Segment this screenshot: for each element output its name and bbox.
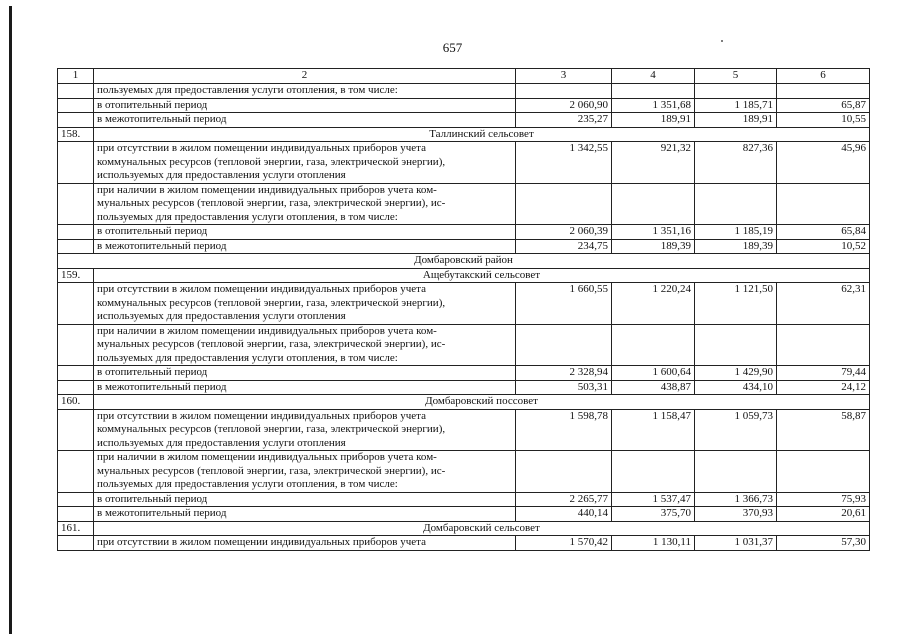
row-index [58, 380, 94, 395]
value-col-6: 10,52 [777, 239, 870, 254]
value-col-4 [612, 183, 695, 225]
description-line: мунальных ресурсов (тепловой энергии, газа, электрической энергии), ис- [97, 464, 446, 477]
value-col-4: 1 351,68 [612, 98, 695, 113]
value-col-6: 24,12 [777, 380, 870, 395]
value-col-4: 1 220,24 [612, 283, 695, 325]
description-line: при наличии в жилом помещении индивидуальных приборов учета ком- [97, 183, 437, 196]
row-index [58, 84, 94, 99]
row-index: 160. [58, 395, 94, 410]
settlement-title: Домбаровский поссовет [94, 395, 870, 410]
description-line: мунальных ресурсов (тепловой энергии, газа, электрической энергии), ис- [97, 197, 446, 209]
row-index [58, 239, 94, 254]
settlement-title: Таллинский сельсовет [94, 127, 870, 142]
column-header: 1 [58, 69, 94, 84]
value-col-4: 189,91 [612, 113, 695, 128]
row-description [94, 492, 516, 507]
scan-left-edge-rule [9, 6, 12, 634]
row-index [58, 451, 94, 493]
table-row [58, 283, 870, 325]
value-col-5: 827,36 [695, 142, 777, 184]
description-line: используемых для предоставления услуги отопления [97, 436, 346, 449]
description-line: при отсутствии в жилом помещении индивидуальных приборов учета [97, 409, 426, 422]
value-col-6: 45,96 [777, 142, 870, 184]
description-line: в межотопительный период [97, 239, 227, 252]
value-col-5 [695, 451, 777, 493]
description-line: коммунальных ресурсов (тепловой энергии, газа, электрической энергии), [97, 423, 446, 435]
row-description [94, 84, 516, 99]
description-line: пользуемых для предоставления услуги отопления, в том числе: [97, 210, 398, 223]
column-header: 2 [94, 69, 516, 84]
row-index [58, 142, 94, 184]
value-col-6 [777, 183, 870, 225]
row-index: 158. [58, 127, 94, 142]
description-line: при отсутствии в жилом помещении индивидуальных приборов учета [97, 536, 426, 548]
value-col-6 [777, 451, 870, 493]
value-col-3 [516, 84, 612, 99]
value-col-5: 189,91 [695, 113, 777, 128]
row-description [94, 409, 516, 451]
table-body [58, 84, 870, 551]
value-col-3: 2 265,77 [516, 492, 612, 507]
row-description [94, 239, 516, 254]
description-line: при наличии в жилом помещении индивидуальных приборов учета ком- [97, 324, 437, 337]
settlement-row [58, 268, 870, 283]
description-line: в отопительный период [97, 98, 208, 111]
description-line: в отопительный период [97, 225, 208, 237]
table-row [58, 409, 870, 451]
value-col-4: 1 158,47 [612, 409, 695, 451]
value-col-3 [516, 183, 612, 225]
table-row [58, 113, 870, 128]
page-number: 657 [442, 40, 463, 55]
value-col-5: 1 059,73 [695, 409, 777, 451]
value-col-3: 1 598,78 [516, 409, 612, 451]
value-col-5 [695, 324, 777, 366]
value-col-3 [516, 324, 612, 366]
value-col-3: 1 660,55 [516, 283, 612, 325]
description-line: в отопительный период [97, 366, 208, 378]
value-col-5: 1 121,50 [695, 283, 777, 325]
district-row [58, 254, 870, 269]
value-col-4 [612, 451, 695, 493]
row-index [58, 409, 94, 451]
value-col-5: 434,10 [695, 380, 777, 395]
value-col-6: 75,93 [777, 492, 870, 507]
row-description [94, 451, 516, 493]
row-index [58, 507, 94, 522]
table-row [58, 536, 870, 551]
description-line: при наличии в жилом помещении индивидуальных приборов учета ком- [97, 451, 437, 463]
description-line: пользуемых для предоставления услуги отопления, в том числе: [97, 478, 398, 490]
value-col-5 [695, 183, 777, 225]
row-description [94, 324, 516, 366]
value-col-6: 58,87 [777, 409, 870, 451]
value-col-5: 1 366,73 [695, 492, 777, 507]
table-row [58, 492, 870, 507]
table-row [58, 239, 870, 254]
value-col-3: 1 570,42 [516, 536, 612, 551]
value-col-4: 921,32 [612, 142, 695, 184]
description-line: при отсутствии в жилом помещении индивидуальных приборов учета [97, 142, 426, 154]
value-col-5: 1 031,37 [695, 536, 777, 551]
row-description [94, 380, 516, 395]
row-description [94, 183, 516, 225]
description-line: коммунальных ресурсов (тепловой энергии, газа, электрической энергии), [97, 155, 446, 168]
table-row [58, 98, 870, 113]
description-line: в межотопительный период [97, 380, 227, 393]
value-col-3: 2 060,39 [516, 225, 612, 240]
settlement-row [58, 521, 870, 536]
column-header: 6 [777, 69, 870, 84]
value-col-3: 440,14 [516, 507, 612, 522]
value-col-4: 1 537,47 [612, 492, 695, 507]
settlement-row [58, 127, 870, 142]
value-col-6 [777, 84, 870, 99]
row-index [58, 324, 94, 366]
description-line: пользуемых для предоставления услуги отопления, в том числе: [97, 84, 398, 96]
description-line: используемых для предоставления услуги отопления [97, 169, 346, 181]
value-col-5: 1 185,19 [695, 225, 777, 240]
table-row [58, 366, 870, 381]
row-index [58, 98, 94, 113]
settlement-title: Домбаровский сельсовет [94, 521, 870, 536]
row-index [58, 283, 94, 325]
row-description [94, 366, 516, 381]
row-index [58, 492, 94, 507]
value-col-5: 189,39 [695, 239, 777, 254]
table-row [58, 380, 870, 395]
column-header: 5 [695, 69, 777, 84]
row-description [94, 536, 516, 551]
value-col-4 [612, 324, 695, 366]
row-index [58, 113, 94, 128]
value-col-6: 20,61 [777, 507, 870, 522]
value-col-4 [612, 84, 695, 99]
column-header: 4 [612, 69, 695, 84]
description-line: коммунальных ресурсов (тепловой энергии, газа, электрической энергии), [97, 296, 446, 309]
value-col-6: 62,31 [777, 283, 870, 325]
table-row [58, 324, 870, 366]
row-index: 159. [58, 268, 94, 283]
value-col-3: 503,31 [516, 380, 612, 395]
table-row [58, 507, 870, 522]
row-index: 161. [58, 521, 94, 536]
value-col-4: 189,39 [612, 239, 695, 254]
value-col-3: 235,27 [516, 113, 612, 128]
value-col-6: 79,44 [777, 366, 870, 381]
value-col-3: 234,75 [516, 239, 612, 254]
value-col-3: 2 328,94 [516, 366, 612, 381]
value-col-6: 10,55 [777, 113, 870, 128]
row-description [94, 142, 516, 184]
table-row [58, 225, 870, 240]
value-col-5: 1 185,71 [695, 98, 777, 113]
description-line: в межотопительный период [97, 113, 227, 125]
table-row [58, 84, 870, 99]
table-row [58, 183, 870, 225]
row-index [58, 183, 94, 225]
description-line: пользуемых для предоставления услуги отопления, в том числе: [97, 351, 398, 364]
column-number-row [58, 69, 870, 84]
value-col-5: 370,93 [695, 507, 777, 522]
value-col-3: 1 342,55 [516, 142, 612, 184]
value-col-6: 65,87 [777, 98, 870, 113]
description-line: используемых для предоставления услуги отопления [97, 310, 346, 322]
settlement-row [58, 395, 870, 410]
value-col-6: 65,84 [777, 225, 870, 240]
value-col-4: 438,87 [612, 380, 695, 395]
value-col-6 [777, 324, 870, 366]
value-col-3 [516, 451, 612, 493]
row-description [94, 225, 516, 240]
row-index [58, 366, 94, 381]
settlement-title: Ащебутакский сельсовет [94, 268, 870, 283]
district-title: Домбаровский район [58, 254, 870, 269]
row-description [94, 113, 516, 128]
value-col-6: 57,30 [777, 536, 870, 551]
description-line: в межотопительный период [97, 507, 227, 519]
value-col-5: 1 429,90 [695, 366, 777, 381]
row-index [58, 225, 94, 240]
value-col-5 [695, 84, 777, 99]
description-line: в отопительный период [97, 492, 208, 505]
description-line: мунальных ресурсов (тепловой энергии, газа, электрической энергии), ис- [97, 338, 446, 350]
table-row [58, 451, 870, 493]
table-row [58, 142, 870, 184]
value-col-4: 1 351,16 [612, 225, 695, 240]
row-description [94, 283, 516, 325]
value-col-4: 375,70 [612, 507, 695, 522]
row-description [94, 98, 516, 113]
value-col-4: 1 130,11 [612, 536, 695, 551]
description-line: при отсутствии в жилом помещении индивидуальных приборов учета [97, 283, 426, 295]
row-description [94, 507, 516, 522]
column-header: 3 [516, 69, 612, 84]
tariff-table [57, 68, 870, 551]
value-col-4: 1 600,64 [612, 366, 695, 381]
row-index [58, 536, 94, 551]
value-col-3: 2 060,90 [516, 98, 612, 113]
